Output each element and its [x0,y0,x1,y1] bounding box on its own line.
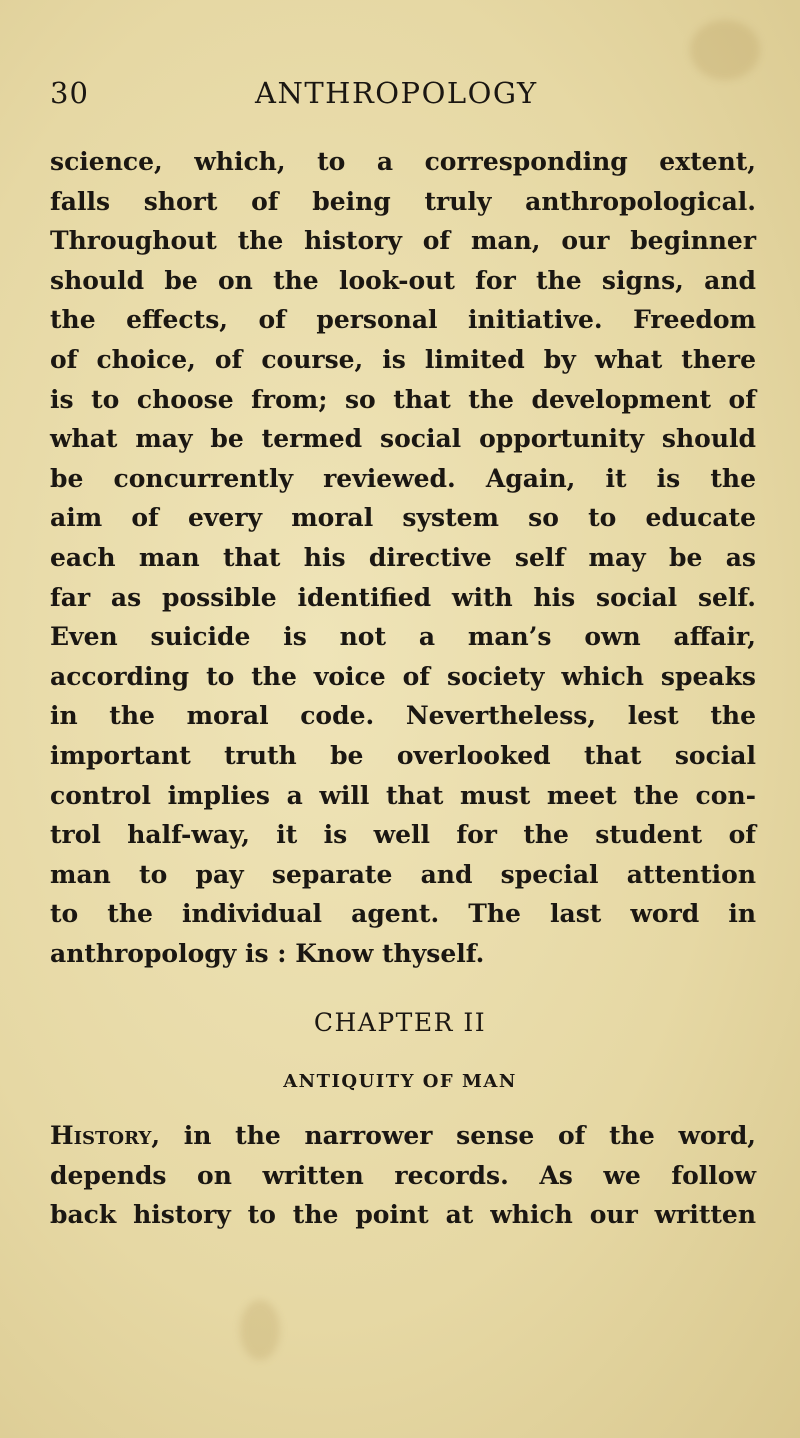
text-line: depends on written records. As we follow [50,1160,756,1190]
paragraph [50,142,756,973]
text-line: aim of every moral system so to educate [50,503,756,533]
paper-stain [690,20,760,80]
text-line: important truth be overlooked that social [50,740,756,770]
text-line: in the moral code. Nevertheless, lest the [50,701,756,731]
text-line: should be on the look-out for the signs, and [50,265,756,295]
text-line: anthropology is : Know thyself. [50,938,485,968]
opening-word: History [50,1121,152,1150]
chapter-subtitle: ANTIQUITY OF MAN [283,1071,517,1092]
text-line: control implies a will that must meet the con- [50,780,756,810]
text-line: trol half-way, it is well for the student of [50,820,756,850]
text-line: of choice, of course, is limited by what there [50,344,756,374]
text-line: what may be termed social opportunity should [50,424,756,454]
text-line: far as possible identified with his social self. [50,582,756,612]
running-head: ANTHROPOLOGY [255,76,538,110]
text-line: man to pay separate and special attention [50,859,756,889]
page-number: 30 [50,76,89,110]
text-line: back history to the point at which our written [50,1200,756,1230]
text-line: Throughout the history of man, our beginner [50,226,756,256]
text-line: Even suicide is not a man’s own affair, [50,622,756,652]
text-line: each man that his directive self may be as [50,542,756,572]
text-line: to the individual agent. The last word in [50,899,756,929]
text-line [50,1116,756,1156]
text-line: be concurrently reviewed. Again, it is the [50,463,756,493]
text-line: science, which, to a corresponding extent, [50,147,756,176]
chapter-paragraph [50,1116,756,1235]
text-line: falls short of being truly anthropological. [50,186,756,216]
page-header [50,76,755,120]
paper-stain [240,1300,280,1360]
text-line: the effects, of personal initiative. Freedom [50,305,756,335]
text-line: according to the voice of society which speaks [50,661,756,691]
chapter-title: CHAPTER II [313,1008,487,1037]
text-line: is to choose from; so that the development of [50,384,756,414]
text-fragment: , in the narrower sense of the word, [151,1121,756,1150]
